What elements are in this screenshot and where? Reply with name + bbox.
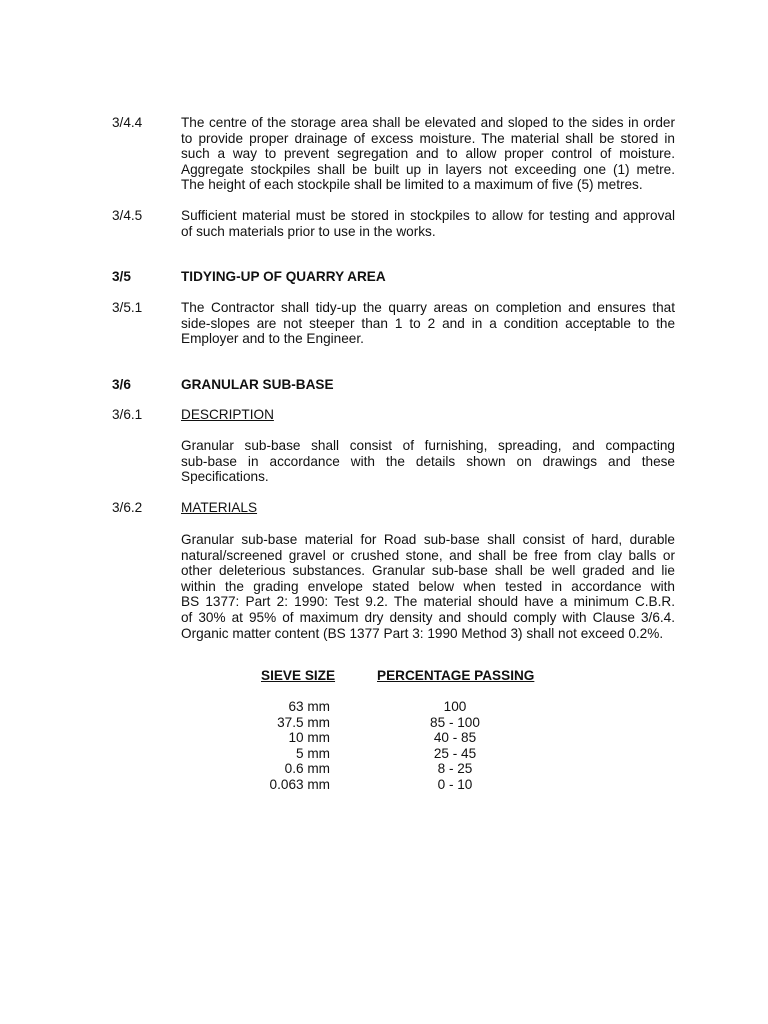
clause-text-3-4-5 bbox=[181, 208, 675, 239]
clause-number-3-6-1: 3/6.1 bbox=[112, 407, 143, 422]
table-cell-percentage-passing: 0 - 10 bbox=[437, 776, 473, 792]
clause-text-3-4-4 bbox=[181, 115, 675, 193]
text-line: BS 1377: Part 2: 1990: Test 9.2. The material should have a minimum C.B.R. bbox=[181, 594, 675, 610]
section-heading-3-6: GRANULAR SUB-BASE bbox=[181, 377, 334, 392]
text-line: Specifications. bbox=[181, 469, 269, 485]
section-heading-3-5: TIDYING-UP OF QUARRY AREA bbox=[181, 269, 386, 284]
clause-number-3-6-2: 3/6.2 bbox=[112, 500, 143, 515]
table-cell-percentage-passing: 8 - 25 bbox=[437, 761, 473, 777]
subheading-materials: MATERIALS bbox=[181, 500, 258, 515]
table-cell-percentage-passing: 40 - 85 bbox=[433, 730, 477, 746]
text-line: natural/screened gravel or crushed stone, and shall be free from clay balls or bbox=[181, 547, 675, 563]
table-header-sieve-size: SIEVE SIZE bbox=[261, 668, 336, 683]
clause-text-3-5-1 bbox=[181, 300, 675, 347]
table-cell-sieve-size: 37.5 mm bbox=[277, 714, 330, 730]
text-line: within the grading envelope stated below when tested in accordance with bbox=[181, 578, 675, 594]
text-line: The Contractor shall tidy-up the quarry areas on completion and ensures that bbox=[181, 300, 675, 315]
table-cell-percentage-passing: 25 - 45 bbox=[433, 745, 477, 761]
table-cell-percentage-passing: 85 - 100 bbox=[430, 714, 480, 730]
percentage-passing-column bbox=[405, 699, 505, 793]
table-cell-sieve-size: 0.6 mm bbox=[284, 761, 330, 777]
text-line: The height of each stockpile shall be limited to a maximum of five (5) metres. bbox=[181, 177, 643, 193]
table-cell-sieve-size: 63 mm bbox=[288, 699, 330, 714]
text-line: Aggregate stockpiles shall be built up in layers not exceeding one (1) metre. bbox=[181, 161, 675, 177]
text-line: of 30% at 95% of maximum dry density and should comply with Clause 3/6.4. bbox=[181, 609, 675, 625]
text-line: side-slopes are not steeper than 1 to 2 and in a condition acceptable to the bbox=[181, 315, 675, 331]
text-line: such a way to prevent segregation and to allow proper control of moisture. bbox=[181, 146, 675, 162]
text-line: Employer and to the Engineer. bbox=[181, 331, 364, 347]
text-line: Organic matter content (BS 1377 Part 3: 1990 Method 3) shall not exceed 0.2%. bbox=[181, 625, 664, 641]
clause-text-3-6-1 bbox=[181, 438, 675, 485]
section-number-3-6: 3/6 bbox=[112, 377, 131, 392]
text-line: to provide proper drainage of excess moisture. The material shall be stored in bbox=[181, 130, 675, 146]
table-cell-sieve-size: 0.063 mm bbox=[269, 776, 330, 792]
table-cell-sieve-size: 10 mm bbox=[288, 730, 330, 746]
clause-text-3-6-2 bbox=[181, 532, 675, 641]
table-cell-percentage-passing: 100 bbox=[443, 699, 467, 714]
clause-number-3-4-5: 3/4.5 bbox=[112, 208, 143, 223]
text-line: sub-base in accordance with the details shown on drawings and these bbox=[181, 453, 675, 469]
text-line: of such materials prior to use in the works. bbox=[181, 223, 436, 239]
text-line: other deleterious substances. Granular sub-base shall be well graded and lie bbox=[181, 563, 675, 579]
text-line: Granular sub-base material for Road sub-base shall consist of hard, durable bbox=[181, 532, 675, 547]
section-number-3-5: 3/5 bbox=[112, 269, 131, 284]
table-header-percentage-passing: PERCENTAGE PASSING bbox=[377, 668, 535, 683]
text-line: Granular sub-base shall consist of furnishing, spreading, and compacting bbox=[181, 438, 675, 453]
table-cell-sieve-size: 5 mm bbox=[296, 745, 330, 761]
subheading-description: DESCRIPTION bbox=[181, 407, 274, 422]
clause-number-3-5-1: 3/5.1 bbox=[112, 300, 143, 315]
text-line: Sufficient material must be stored in stockpiles to allow for testing and approval bbox=[181, 208, 675, 223]
sieve-size-column bbox=[250, 699, 330, 793]
clause-number-3-4-4: 3/4.4 bbox=[112, 115, 143, 130]
text-line: The centre of the storage area shall be elevated and sloped to the sides in order bbox=[181, 115, 675, 130]
